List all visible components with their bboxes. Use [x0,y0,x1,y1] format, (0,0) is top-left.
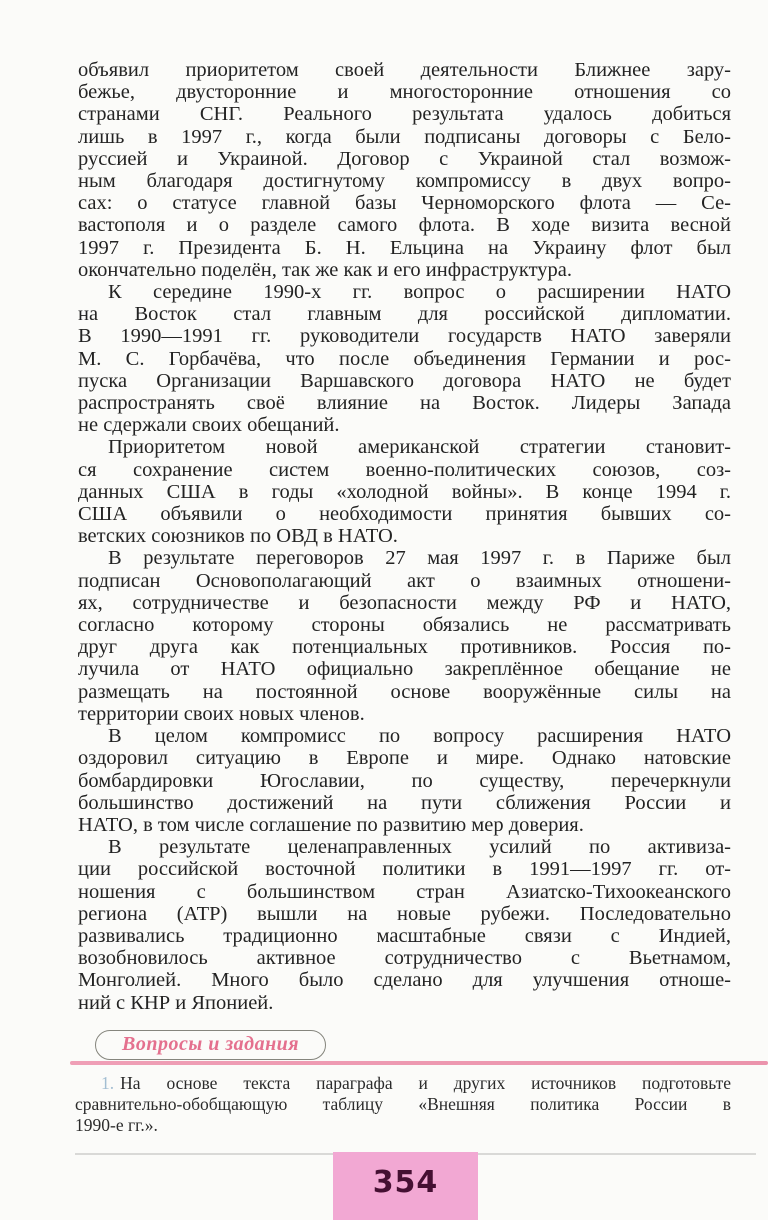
text-line: распространять своё влияние на Восток. Лидеры Запада [78,392,731,415]
text-line: ся сохранение систем военно-политических союзов, соз- [78,458,731,481]
text-line: лишь в 1997 г., когда были подписаны договоры с Бело- [78,125,731,148]
questions-header-pill [95,1030,326,1060]
page-number: 354 [372,1165,439,1200]
text-line: В результате целенаправленных усилий по активиза- [108,836,731,859]
text-line: окончательно поделён, так же как и его инфраструктура. [78,258,572,281]
text-line: сах: о статусе главной базы Черноморского флота — Се- [78,192,731,215]
text-line: оздоровил ситуацию в Европе и мире. Однако натовские [78,747,731,770]
text-line: данных США в годы «холодной войны». В конце 1994 г. [78,480,731,503]
paragraph [78,281,731,436]
text-line: ний с КНР и Японией. [78,991,274,1014]
questions-list [75,1073,731,1136]
text-line: 1997 г. Президента Б. Н. Ельцина на Украину флот был [78,236,731,259]
paragraph [78,547,731,725]
text-line: М. С. Горбачёва, что после объединения Германии и рос- [78,347,731,370]
question-number: 1. [101,1073,115,1093]
text-line: бежье, двусторонние и многосторонние отношения со [78,81,731,104]
questions-header-label: Вопросы и задания [122,1033,300,1055]
text-line: Приоритетом новой американской стратегии становит- [108,436,731,459]
question-line: сравнительно-обобщающую таблицу «Внешняя политика России в [75,1094,731,1114]
text-line: В целом компромисс по вопросу расширения НАТО [108,725,731,748]
text-line: территории своих новых членов. [78,702,365,725]
text-line: ношения с большинством стран Азиатско-Тихоокеанского [78,880,731,903]
paragraph [78,436,731,547]
text-line: В 1990—1991 гг. руководители государств НАТО заверяли [78,325,731,348]
text-line: руссией и Украиной. Договор с Украиной стал возмож- [78,147,731,170]
text-line: В результате переговоров 27 мая 1997 г. в Париже был [108,547,731,570]
text-line: Монголией. Много было сделано для улучшения отноше- [78,969,731,992]
paragraph [78,725,731,836]
text-line: ции российской восточной политики в 1991—1997 гг. от- [78,858,731,881]
text-line: подписан Основополагающий акт о взаимных отношени- [78,569,731,592]
question-line: 1. На основе текста параграфа и других источников подготовьте [101,1073,731,1093]
paragraph [78,59,731,281]
text-line: объявил приоритетом своей деятельности Ближнее зару- [78,59,731,81]
text-line: размещать на постоянной основе вооружённые силы на [78,680,731,703]
text-line: развивались традиционно масштабные связи с Индией, [78,924,731,947]
text-line: ветских союзников по ОВД в НАТО. [78,525,398,548]
text-line: вастополя и о разделе самого флота. В ходе визита весной [78,214,731,237]
text-line: на Восток стал главным для российской дипломатии. [78,303,731,326]
text-line: пуска Организации Варшавского договора НАТО не будет [78,369,731,392]
text-line: возобновилось активное сотрудничество с Вьетнамом, [78,947,731,970]
question-line: 1990-е гг.». [75,1115,158,1135]
text-line: лучила от НАТО официально закреплённое обещание не [78,658,731,681]
text-line: НАТО, в том числе соглашение по развитию мер доверия. [78,813,584,836]
text-line: ях, сотрудничестве и безопасности между РФ и НАТО, [78,591,731,614]
text-line: большинство достижений на пути сближения России и [78,791,731,814]
text-line: друг друга как потенциальных противников. Россия по- [78,636,731,659]
pink-rule-divider [70,1061,768,1065]
paragraph [78,836,731,1014]
text-line: согласно которому стороны обязались не рассматривать [78,614,731,637]
text-line: не сдержали своих обещаний. [78,414,340,437]
text-line: ным благодаря достигнутому компромиссу в двух вопро- [78,170,731,193]
article-text [78,59,731,1014]
text-line: США объявили о необходимости принятия бывших со- [78,503,731,526]
page-number-box [333,1152,478,1220]
text-line: региона (АТР) вышли на новые рубежи. Последовательно [78,902,731,925]
text-line: странами СНГ. Реального результата удалось добиться [78,103,731,126]
text-line: бомбардировки Югославии, по существу, перечеркнули [78,769,731,792]
text-line: К середине 1990-х гг. вопрос о расширении НАТО [108,281,731,304]
